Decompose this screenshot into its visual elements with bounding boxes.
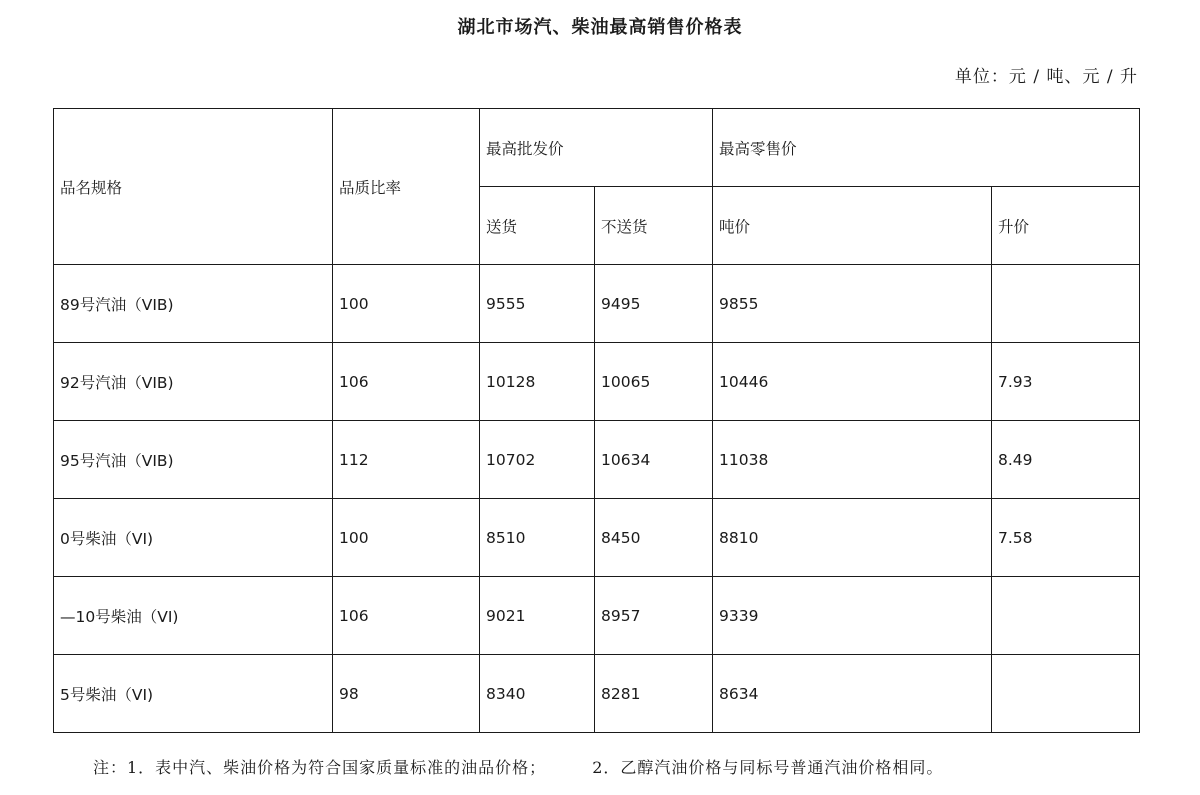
header-delivered: 送货 <box>480 187 595 265</box>
page-title: 湖北市场汽、柴油最高销售价格表 <box>457 17 743 38</box>
cell-per-ton: 8634 <box>713 655 992 733</box>
header-product: 品名规格 <box>54 109 333 265</box>
unit-label: 单位：元 / 吨、元 / 升 <box>954 67 1138 87</box>
cell-not-delivered: 10065 <box>595 343 713 421</box>
cell-per-liter: 7.93 <box>992 343 1140 421</box>
cell-per-liter: 7.58 <box>992 499 1140 577</box>
cell-delivered: 10128 <box>480 343 595 421</box>
table-row <box>54 577 1140 655</box>
table-row <box>54 499 1140 577</box>
cell-ratio: 106 <box>333 577 480 655</box>
cell-delivered: 9555 <box>480 265 595 343</box>
cell-product: —10号柴油（VI) <box>54 577 333 655</box>
cell-product: 95号汽油（VIB) <box>54 421 333 499</box>
cell-ratio: 100 <box>333 265 480 343</box>
footnote <box>93 756 1193 780</box>
cell-delivered: 10702 <box>480 421 595 499</box>
cell-not-delivered: 8450 <box>595 499 713 577</box>
header-quality-ratio: 品质比率 <box>333 109 480 265</box>
cell-not-delivered: 10634 <box>595 421 713 499</box>
cell-delivered: 8340 <box>480 655 595 733</box>
cell-per-ton: 9855 <box>713 265 992 343</box>
cell-ratio: 112 <box>333 421 480 499</box>
cell-delivered: 8510 <box>480 499 595 577</box>
cell-product: 5号柴油（VI) <box>54 655 333 733</box>
cell-ratio: 100 <box>333 499 480 577</box>
cell-ratio: 98 <box>333 655 480 733</box>
table-row <box>54 265 1140 343</box>
header-per-ton: 吨价 <box>713 187 992 265</box>
header-not-delivered: 不送货 <box>595 187 713 265</box>
header-per-liter: 升价 <box>992 187 1140 265</box>
cell-per-liter: 8.49 <box>992 421 1140 499</box>
cell-delivered: 9021 <box>480 577 595 655</box>
cell-per-ton: 9339 <box>713 577 992 655</box>
cell-per-liter <box>992 265 1140 343</box>
cell-not-delivered: 9495 <box>595 265 713 343</box>
table-row <box>54 655 1140 733</box>
table-row <box>54 421 1140 499</box>
footnote-1: 注：1．表中汽、柴油价格为符合国家质量标准的油品价格； <box>93 758 547 777</box>
cell-not-delivered: 8957 <box>595 577 713 655</box>
price-table <box>53 108 1140 733</box>
cell-per-ton: 10446 <box>713 343 992 421</box>
header-row-1 <box>54 109 1140 187</box>
cell-per-ton: 8810 <box>713 499 992 577</box>
cell-product: 92号汽油（VIB) <box>54 343 333 421</box>
cell-ratio: 106 <box>333 343 480 421</box>
cell-per-liter <box>992 577 1140 655</box>
cell-not-delivered: 8281 <box>595 655 713 733</box>
cell-product: 89号汽油（VIB) <box>54 265 333 343</box>
table-row <box>54 343 1140 421</box>
footnote-2: 2．乙醇汽油价格与同标号普通汽油价格相同。 <box>592 758 944 777</box>
cell-per-liter <box>992 655 1140 733</box>
header-wholesale: 最高批发价 <box>480 109 713 187</box>
cell-product: 0号柴油（VI) <box>54 499 333 577</box>
header-retail: 最高零售价 <box>713 109 1140 187</box>
cell-per-ton: 11038 <box>713 421 992 499</box>
